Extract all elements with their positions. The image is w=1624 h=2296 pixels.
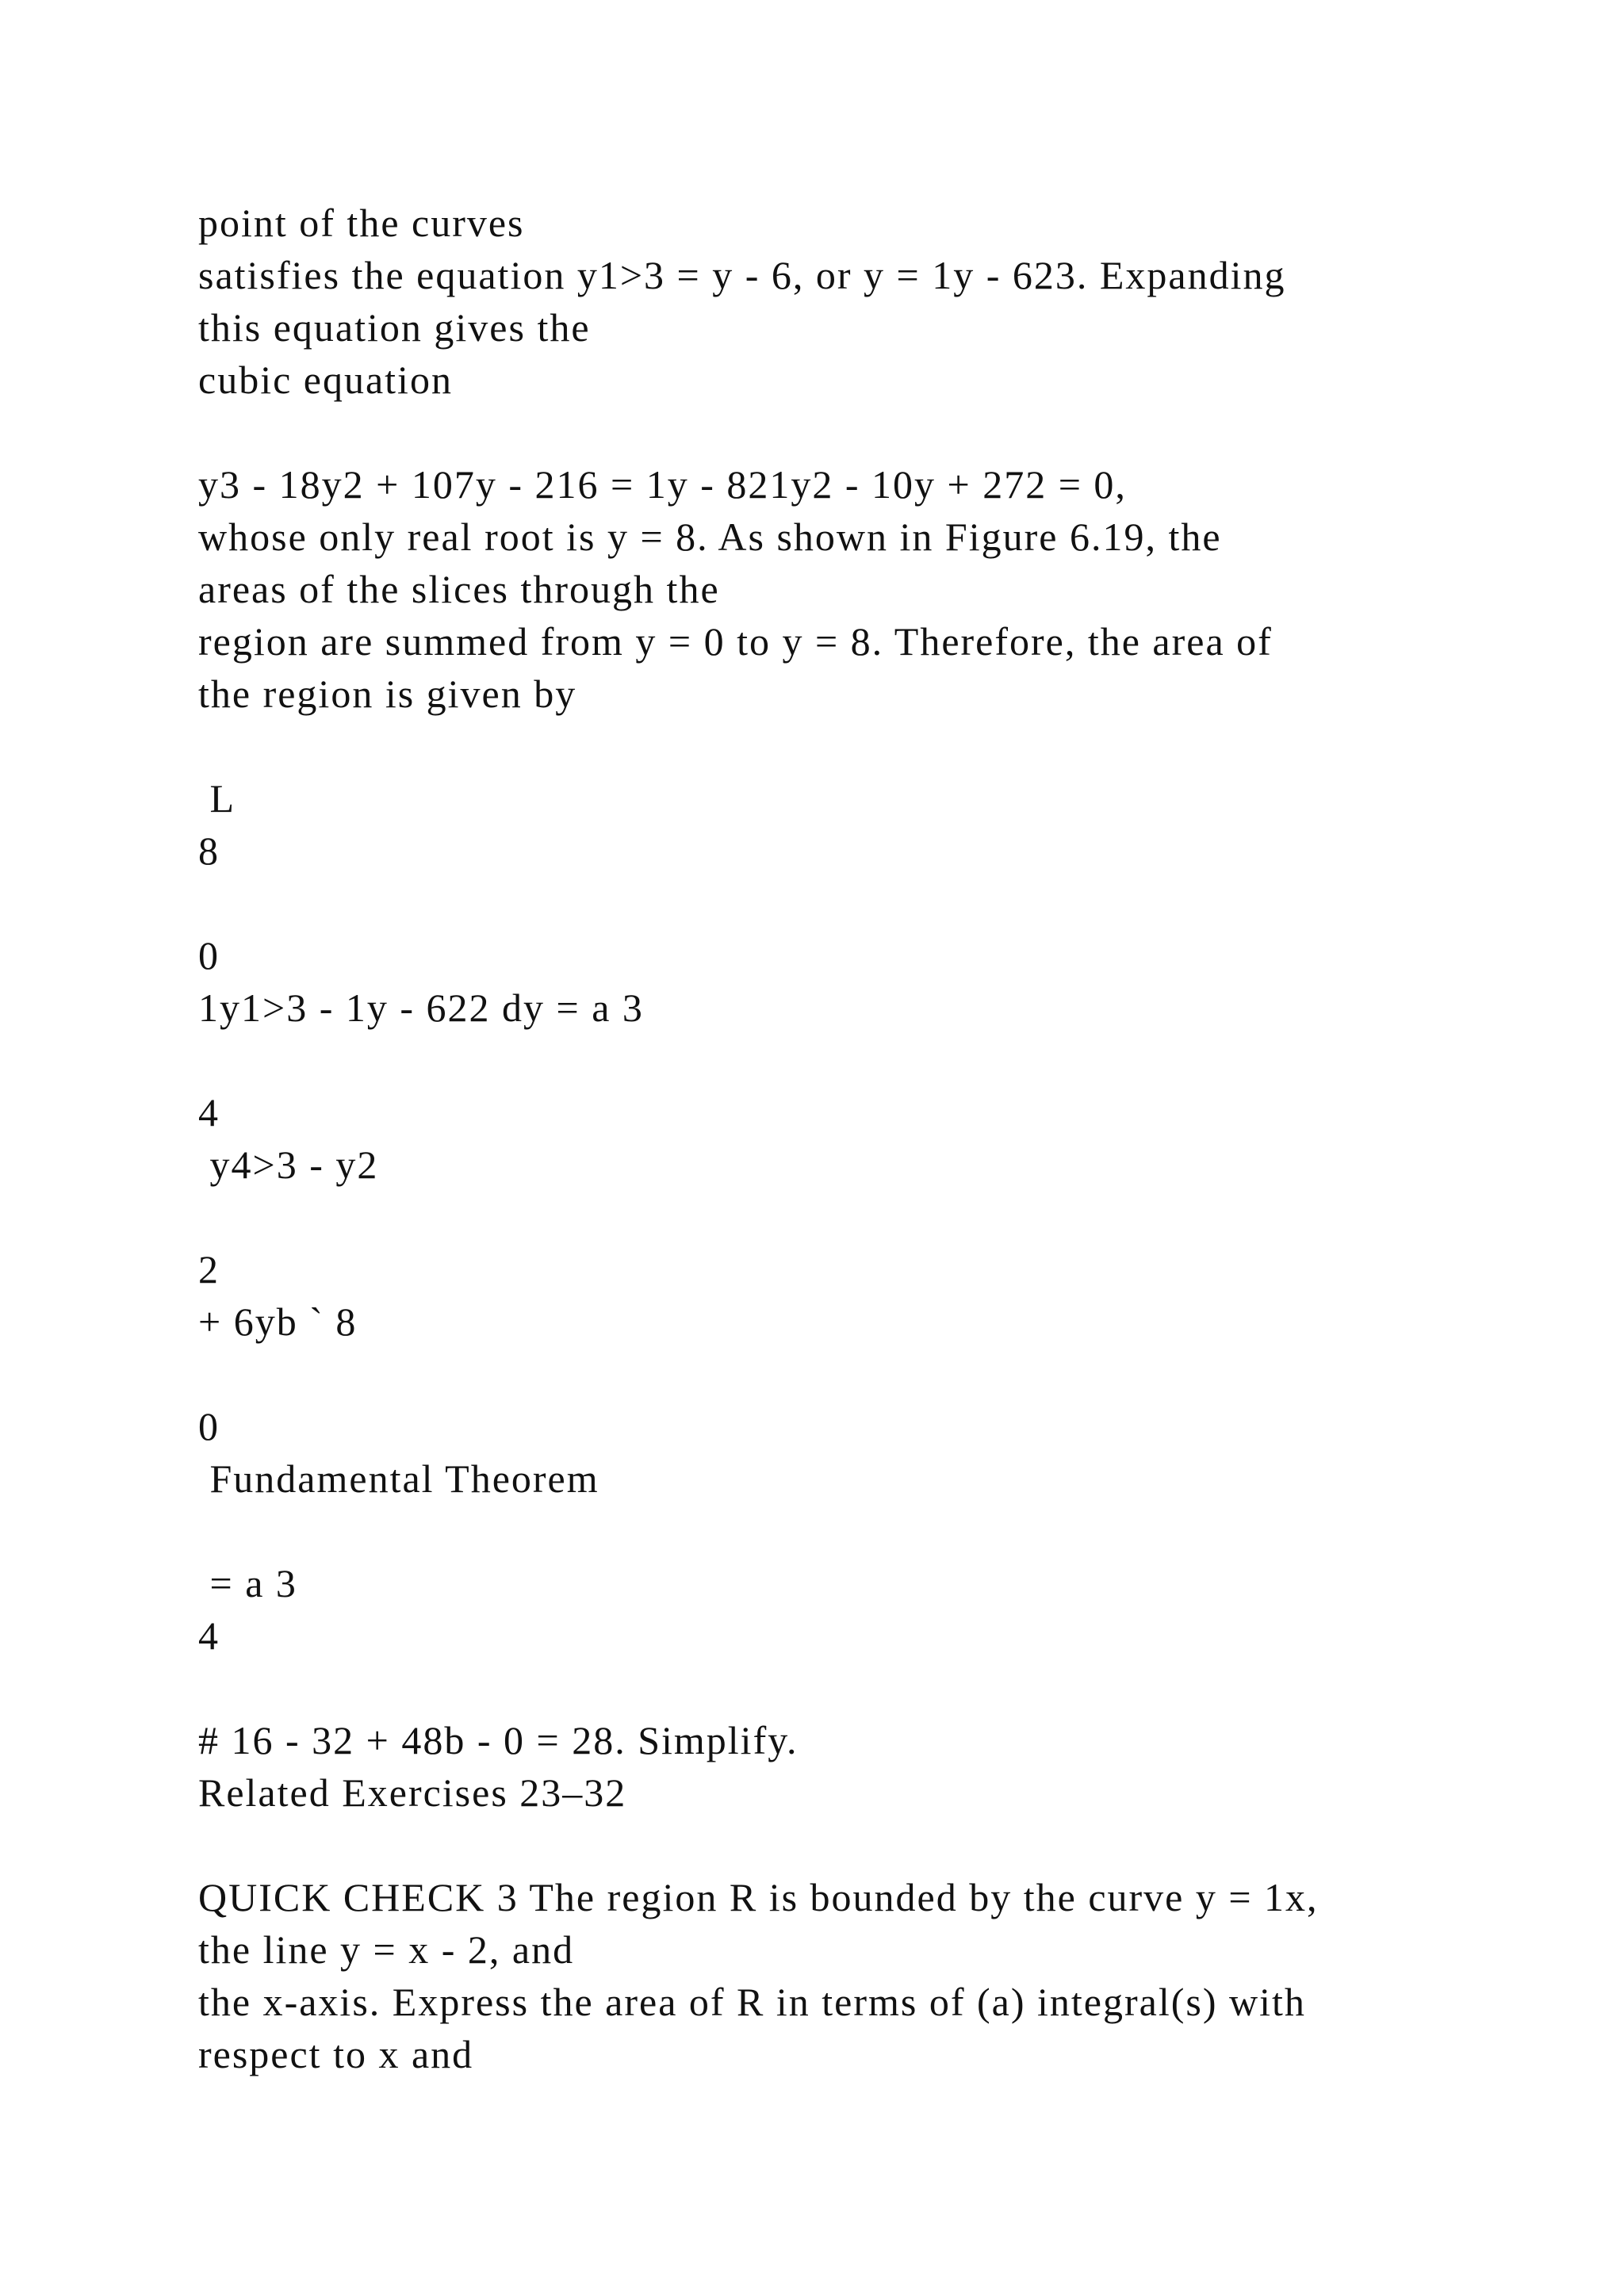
blank-line <box>198 1505 1546 1557</box>
text-line: y4>3 - y2 <box>198 1142 379 1187</box>
text-line: areas of the slices through the <box>198 567 720 611</box>
text-line: L <box>198 776 236 821</box>
text-line: QUICK CHECK 3 The region R is bounded by the curve y = 1x, <box>198 1875 1319 1919</box>
text-line: Related Exercises 23–32 <box>198 1770 627 1815</box>
text-line: = a 3 <box>198 1561 297 1605</box>
text-line: the x-axis. Express the area of R in terms of (a) integral(s) with <box>198 1980 1306 2024</box>
blank-line <box>198 877 1546 929</box>
blank-line <box>198 1191 1546 1243</box>
blank-line <box>198 406 1546 458</box>
blank-line <box>198 1348 1546 1400</box>
text-line: cubic equation <box>198 358 453 402</box>
text-line: 0 <box>198 1404 220 1448</box>
blank-line <box>198 1034 1546 1086</box>
text-line: satisfies the equation y1>3 = y - 6, or y = 1y - 623. Expanding <box>198 253 1286 297</box>
text-line: 1y1>3 - 1y - 622 dy = a 3 <box>198 985 644 1030</box>
text-line: region are summed from y = 0 to y = 8. Therefore, the area of <box>198 619 1273 664</box>
text-line: 0 <box>198 933 220 978</box>
blank-line <box>198 720 1546 772</box>
blank-line <box>198 1819 1546 1871</box>
text-line: + 6yb ` 8 <box>198 1299 358 1344</box>
text-line: the region is given by <box>198 672 577 716</box>
text-line: the line y = x - 2, and <box>198 1927 575 1972</box>
document-body <box>198 197 1546 2080</box>
text-line: 4 <box>198 1090 220 1135</box>
text-line: point of the curves <box>198 201 525 245</box>
text-line: whose only real root is y = 8. As shown in Figure 6.19, the <box>198 515 1222 559</box>
text-line: Fundamental Theorem <box>198 1456 599 1501</box>
text-line: this equation gives the <box>198 305 591 350</box>
text-line: 2 <box>198 1247 220 1292</box>
text-line: # 16 - 32 + 48b - 0 = 28. Simplify. <box>198 1718 799 1762</box>
text-line: 8 <box>198 828 220 873</box>
text-line: y3 - 18y2 + 107y - 216 = 1y - 821y2 - 10y + 272 = 0, <box>198 462 1127 507</box>
text-line: respect to x and <box>198 2032 474 2076</box>
text-line: 4 <box>198 1613 220 1658</box>
blank-line <box>198 1662 1546 1714</box>
